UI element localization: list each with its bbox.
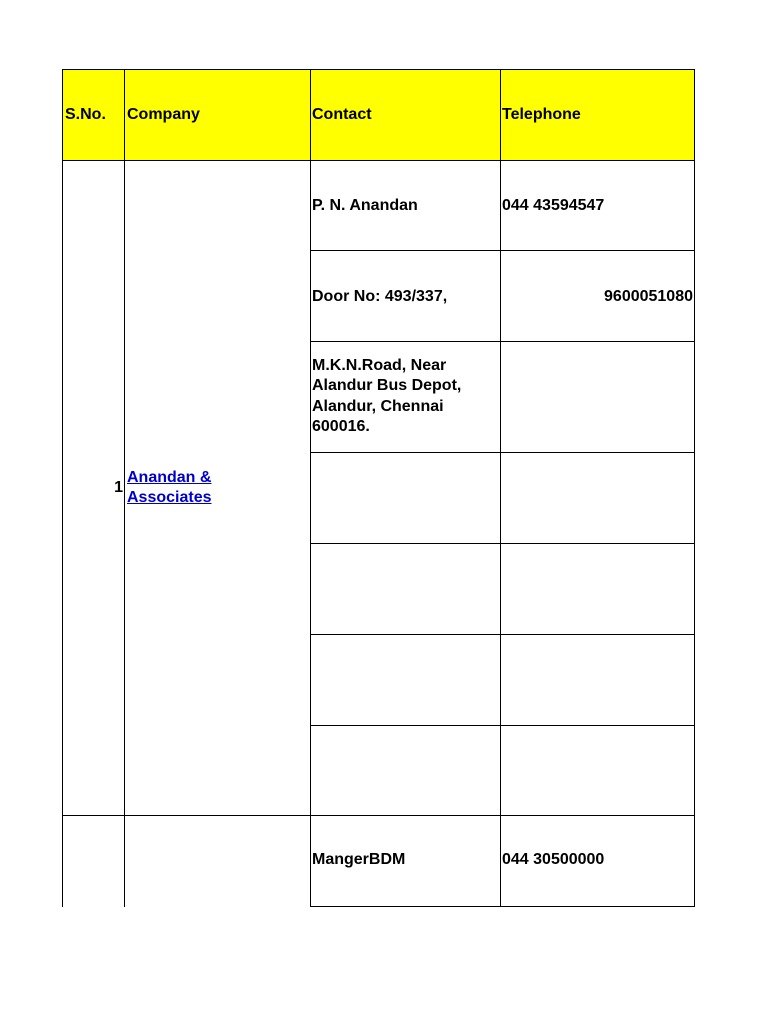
row-divider — [310, 250, 694, 251]
column-divider — [500, 69, 501, 907]
row-divider — [310, 341, 694, 342]
contact-address-line: Alandur Bus Depot, — [312, 377, 462, 394]
row-sno: 1 — [114, 479, 123, 496]
contact-name: P. N. Anandan — [312, 197, 418, 214]
row-divider — [310, 634, 694, 635]
contact-address-line: M.K.N.Road, Near — [312, 357, 447, 374]
header-telephone: Telephone — [502, 106, 581, 123]
company-link-line2[interactable]: Associates — [127, 489, 212, 506]
contact-address-line: Door No: 493/337, — [312, 288, 448, 305]
row-divider — [310, 906, 694, 907]
row-divider — [310, 725, 694, 726]
column-divider — [310, 69, 311, 907]
table-border-top — [62, 69, 694, 70]
contact-address-line: Alandur, Chennai — [312, 398, 444, 415]
header-company: Company — [127, 106, 200, 123]
telephone-landline: 044 43594547 — [502, 197, 605, 214]
record-divider — [62, 815, 694, 816]
telephone-landline: 044 30500000 — [502, 851, 605, 868]
table-border-right — [694, 69, 695, 907]
header-sno: S.No. — [65, 106, 106, 123]
telephone-mobile: 9600051080 — [604, 288, 693, 305]
row-divider — [310, 452, 694, 453]
company-link[interactable]: Anandan & — [127, 469, 212, 486]
row-divider — [310, 543, 694, 544]
contact-name: MangerBDM — [312, 851, 406, 868]
contact-address-line: 600016. — [312, 418, 370, 435]
table-border-left — [62, 69, 63, 907]
header-border-bottom — [62, 160, 694, 161]
column-divider — [124, 69, 125, 907]
header-contact: Contact — [312, 106, 372, 123]
